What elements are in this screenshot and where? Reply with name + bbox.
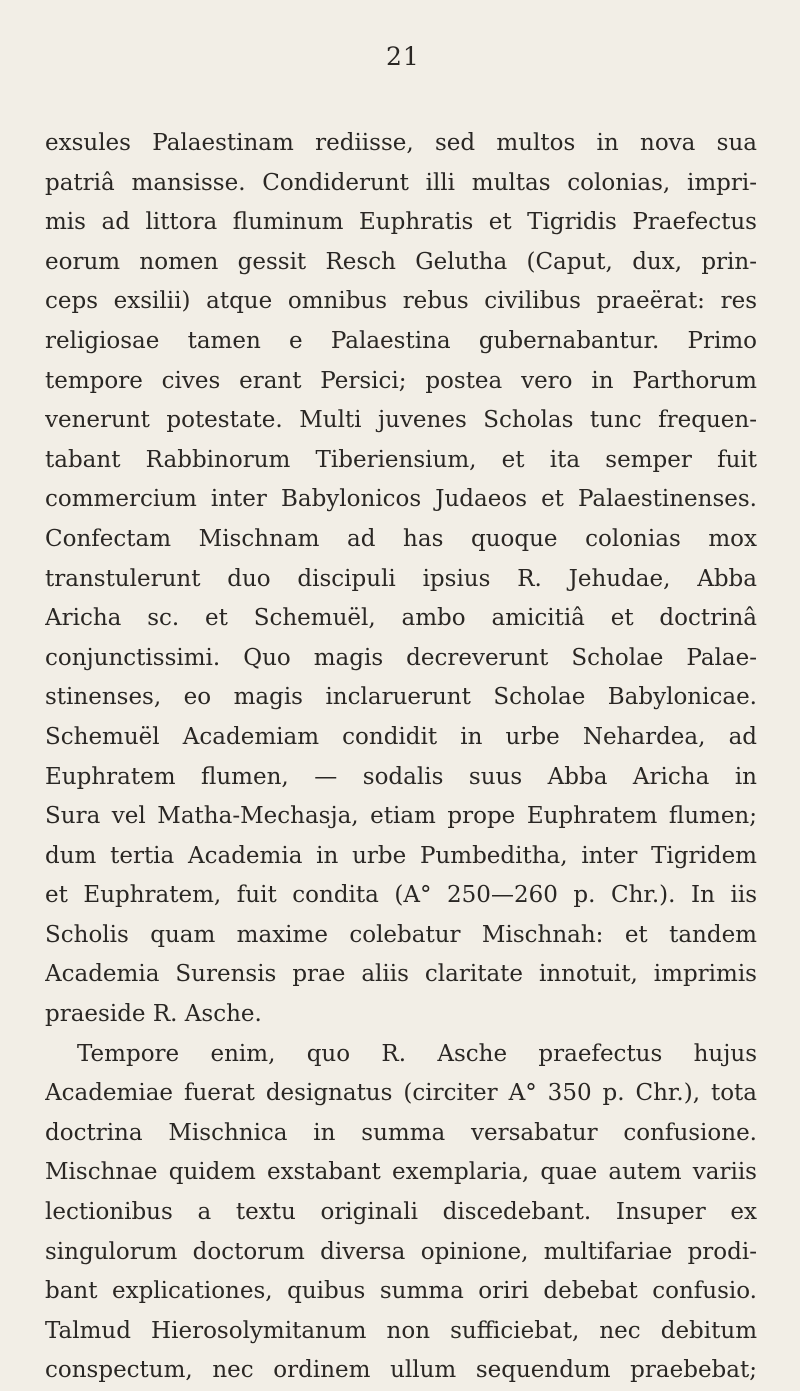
text-line: et Euphratem, fuit condita (A° 250—260 p. Chr.). In iis bbox=[45, 882, 757, 909]
text-line: Scholis quam maxime colebatur Mischnah: et tandem bbox=[45, 921, 757, 948]
text-line: tabant Rabbinorum Tiberiensium, et ita semper fuit bbox=[45, 446, 757, 473]
text-line: patriâ mansisse. Condiderunt illi multas colonias, impri- bbox=[45, 169, 757, 196]
body-text bbox=[45, 124, 757, 1391]
text-line: religiosae tamen e Palaestina gubernabantur. Primo bbox=[45, 327, 757, 354]
text-line: lectionibus a textu originali discedebant. Insuper ex bbox=[45, 1199, 757, 1226]
text-line: Aricha sc. et Schemuël, ambo amicitiâ et doctrinâ bbox=[45, 605, 757, 632]
text-line: conjunctissimi. Quo magis decreverunt Scholae Palae- bbox=[45, 644, 757, 671]
text-line: doctrina Mischnica in summa versabatur confusione. bbox=[45, 1119, 757, 1146]
text-line: exsules Palaestinam rediisse, sed multos in nova sua bbox=[45, 130, 757, 156]
text-line: Academiae fuerat designatus (circiter A° 350 p. Chr.), tota bbox=[45, 1080, 757, 1107]
text-line: Talmud Hierosolymitanum non sufficiebat, nec debitum bbox=[45, 1317, 757, 1344]
text-line: venerunt potestate. Multi juvenes Scholas tunc frequen- bbox=[45, 407, 757, 434]
text-line: Confectam Mischnam ad has quoque colonias mox bbox=[45, 525, 757, 552]
text-line: tempore cives erant Persici; postea vero in Parthorum bbox=[45, 367, 757, 394]
text-line: Mischnae quidem exstabant exemplaria, quae autem variis bbox=[45, 1159, 757, 1186]
text-line: eorum nomen gessit Resch Gelutha (Caput, dux, prin- bbox=[45, 248, 757, 275]
text-line: conspectum, nec ordinem ullum sequendum praebebat; bbox=[45, 1357, 757, 1384]
text-line: Academia Surensis prae aliis claritate innotuit, imprimis bbox=[45, 961, 757, 988]
text-line: praeside R. Asche. bbox=[45, 1001, 262, 1028]
text-line: ceps exsilii) atque omnibus rebus civilibus praeërat: res bbox=[45, 288, 757, 315]
text-line: Sura vel Matha-Mechasja, etiam prope Euphratem flumen; bbox=[45, 803, 757, 830]
text-line: commercium inter Babylonicos Judaeos et Palaestinenses. bbox=[45, 486, 757, 513]
text-line: Schemuël Academiam condidit in urbe Nehardea, ad bbox=[45, 723, 757, 750]
text-line: stinenses, eo magis inclaruerunt Scholae Babylonicae. bbox=[45, 684, 757, 711]
text-line: Euphratem flumen, — sodalis suus Abba Aricha in bbox=[45, 763, 757, 790]
text-line: singulorum doctorum diversa opinione, multifariae prodi- bbox=[45, 1238, 757, 1265]
text-line: transtulerunt duo discipuli ipsius R. Jehudae, Abba bbox=[45, 565, 757, 592]
text-line: dum tertia Academia in urbe Pumbeditha, inter Tigridem bbox=[45, 842, 757, 869]
text-line: bant explicationes, quibus summa oriri debebat confusio. bbox=[45, 1278, 757, 1305]
page-number: 21 bbox=[386, 42, 420, 71]
text-line: mis ad littora fluminum Euphratis et Tigridis Praefectus bbox=[45, 209, 757, 236]
text-line: Tempore enim, quo R. Asche praefectus hujus bbox=[77, 1040, 757, 1067]
